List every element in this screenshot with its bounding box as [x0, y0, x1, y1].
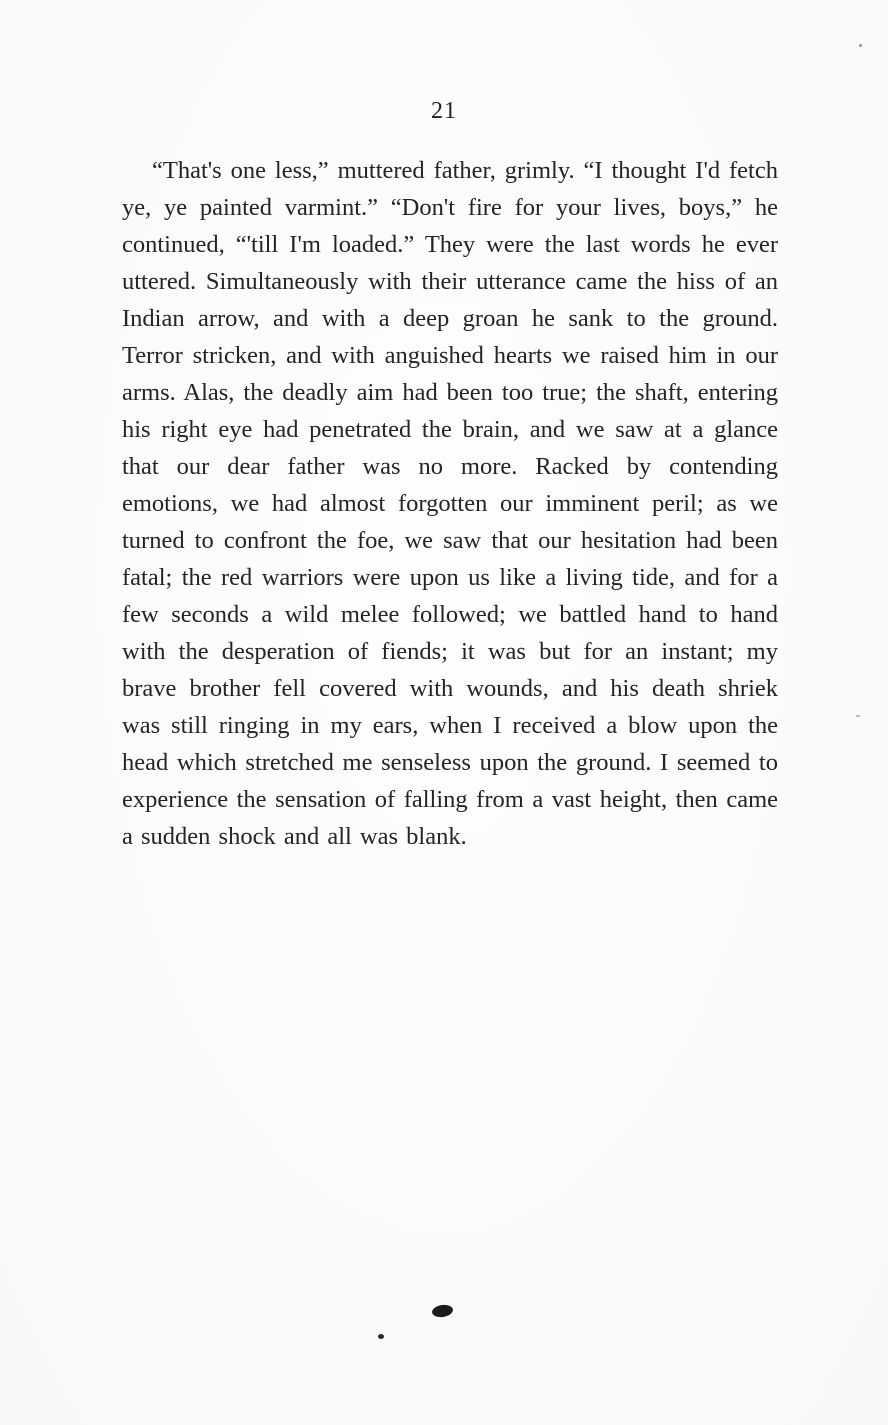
paragraph: “That's one less,” muttered father, grimly. “I thought I'd fetch ye, ye painted varmint.” “Don't fire for your lives, boys,” he continued, “'till I'm loaded.” They were the last words he ever uttered. Simultaneously with their utterance came the hiss of an Indian arrow, and with a deep groan he sank to the ground. Terror stricken, and with anguished hearts we raised him in our arms. Alas, the deadly aim had been too true; the shaft, entering his right eye had penetrated the brain, and we saw at a glance that our dear father was no more. Racked by contending emotions, we had almost forgotten our imminent peril; as we turned to confront the foe, we saw that our hesitation had been fatal; the red warriors were upon us like a living tide, and for a few seconds a wild melee followed; we battled hand to hand with the desperation of fiends; it was but for an instant; my brave brother fell covered with wounds, and his death shriek was still ringing in my ears, when I received a blow upon the head which stretched me senseless upon the ground. I seemed to experience the sensation of falling from a vast height, then came a sudden shock and all was blank. — [122, 157, 778, 850]
body-text-block — [122, 152, 778, 855]
scan-artifact-speck — [856, 715, 860, 717]
scan-artifact-speck — [859, 44, 862, 47]
page-number: 21 — [431, 98, 457, 124]
ink-speck — [378, 1334, 384, 1339]
ink-blot — [431, 1304, 453, 1319]
